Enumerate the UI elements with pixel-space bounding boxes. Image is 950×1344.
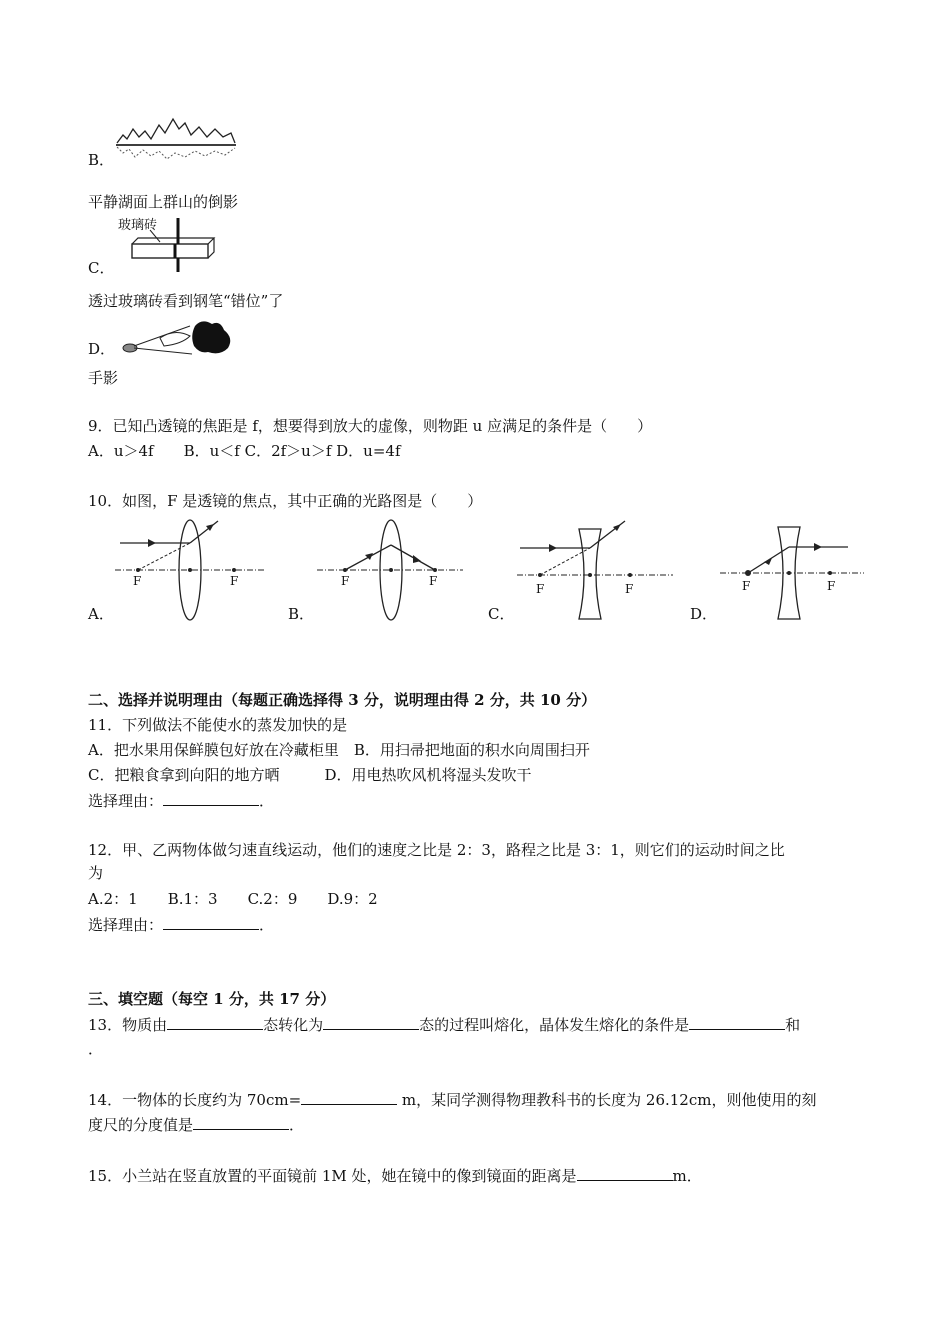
q10-option-b[interactable]: B． (288, 605, 315, 623)
diagram-c-focus-left: F (536, 582, 545, 596)
q12-reason-label: 选择理由： (88, 916, 164, 934)
q11-reason-label: 选择理由： (88, 792, 164, 810)
q10-option-d[interactable]: D． (690, 605, 718, 623)
q10-option-c[interactable]: C． (488, 605, 515, 623)
q8-option-d-caption: 手影 (88, 369, 119, 387)
diagram-d-focus-right: F (827, 579, 836, 593)
hand-shadow-image (120, 318, 235, 358)
light-path-diagram-a (110, 515, 270, 625)
q13-text-2: 态转化为 (263, 1016, 324, 1034)
q15-blank[interactable] (577, 1164, 673, 1181)
q14-line2 (88, 1113, 304, 1136)
diagram-d-focus-left: F (742, 579, 751, 593)
glass-brick-label: 玻璃砖 (118, 218, 158, 233)
light-path-diagram-c (515, 515, 675, 625)
q12-stem-line2: 为 (88, 864, 104, 882)
q13-text-1: 13．物质由 (88, 1016, 168, 1034)
q14-blank-1[interactable] (301, 1088, 397, 1105)
diagram-b-focus-left: F (341, 574, 350, 588)
q9-stem: 9．已知凸透镜的焦距是 f，想要得到放大的虚像，则物距 u 应满足的条件是（ ） (88, 417, 653, 435)
section-3-heading: 三、填空题（每空 1 分，共 17 分） (88, 990, 336, 1008)
q12-reason-line (88, 913, 274, 936)
q13-blank-2[interactable] (323, 1013, 419, 1030)
q12-reason-end: ． (259, 916, 275, 934)
q11-options-line1: A．把水果用保鲜膜包好放在冷藏柜里 B．用扫帚把地面的积水向周围扫开 (88, 741, 590, 759)
q12-options: A.2：1 B.1：3 C.2：9 D.9：2 (88, 890, 378, 908)
q15-text-1: 15．小兰站在竖直放置的平面镜前 1M 处，她在镜中的像到镜面的距离是 (88, 1167, 577, 1185)
q14-line1 (88, 1088, 816, 1111)
q13-text-3: 态的过程叫熔化，晶体发生熔化的条件是 (419, 1016, 690, 1034)
q11-reason-blank[interactable] (163, 789, 259, 806)
q8-option-c-letter: C． (88, 259, 115, 277)
diagram-a-focus-left: F (133, 574, 142, 588)
diagram-b-focus-right: F (429, 574, 438, 588)
q8-option-c-caption: 透过玻璃砖看到钢笔“错位”了 (88, 292, 284, 310)
q11-reason-end: ． (259, 792, 275, 810)
q8-option-b-letter: B． (88, 151, 115, 169)
q14-text-3: 度尺的分度值是 (88, 1116, 194, 1134)
q11-options-line2: C．把粮食拿到向阳的地方晒 D．用电热吹风机将湿头发吹干 (88, 766, 532, 784)
q13-line1 (88, 1013, 800, 1036)
q14-text-2: m，某同学测得物理教科书的长度为 26.12cm，则他使用的刻 (397, 1091, 817, 1109)
q9-options: A．u＞4f B．u＜f C．2f＞u＞f D．u=4f (88, 442, 401, 460)
mountain-reflection-image (115, 115, 237, 161)
section-2-heading: 二、选择并说明理由（每题正确选择得 3 分，说明理由得 2 分，共 10 分） (88, 691, 597, 709)
q8-option-b-caption: 平静湖面上群山的倒影 (88, 193, 239, 211)
light-path-diagram-d (718, 515, 868, 625)
light-path-diagram-b (315, 515, 465, 625)
q11-reason-line (88, 789, 274, 812)
q14-text-1: 14．一物体的长度约为 70cm= (88, 1091, 302, 1109)
q10-option-a[interactable]: A． (88, 605, 114, 623)
q15-text-2: m． (672, 1167, 702, 1185)
q14-text-4: ． (289, 1116, 305, 1134)
q10-stem: 10．如图，F 是透镜的焦点，其中正确的光路图是（ ） (88, 492, 483, 510)
q13-blank-1[interactable] (167, 1013, 263, 1030)
q13-text-4: 和 (785, 1016, 801, 1034)
q12-reason-blank[interactable] (163, 913, 259, 930)
q8-option-d-letter: D． (88, 340, 116, 358)
diagram-a-focus-right: F (230, 574, 239, 588)
q14-blank-2[interactable] (193, 1113, 289, 1130)
q15-line (88, 1164, 702, 1187)
diagram-c-focus-right: F (625, 582, 634, 596)
q11-stem: 11．下列做法不能使水的蒸发加快的是 (88, 716, 348, 734)
q13-blank-3[interactable] (689, 1013, 785, 1030)
q12-stem-line1: 12．甲、乙两物体做匀速直线运动，他们的速度之比是 2：3，路程之比是 3：1，则它们的运动时间之比 (88, 841, 785, 859)
q13-line2: ． (88, 1040, 104, 1058)
glass-brick-pen-image (118, 216, 218, 274)
